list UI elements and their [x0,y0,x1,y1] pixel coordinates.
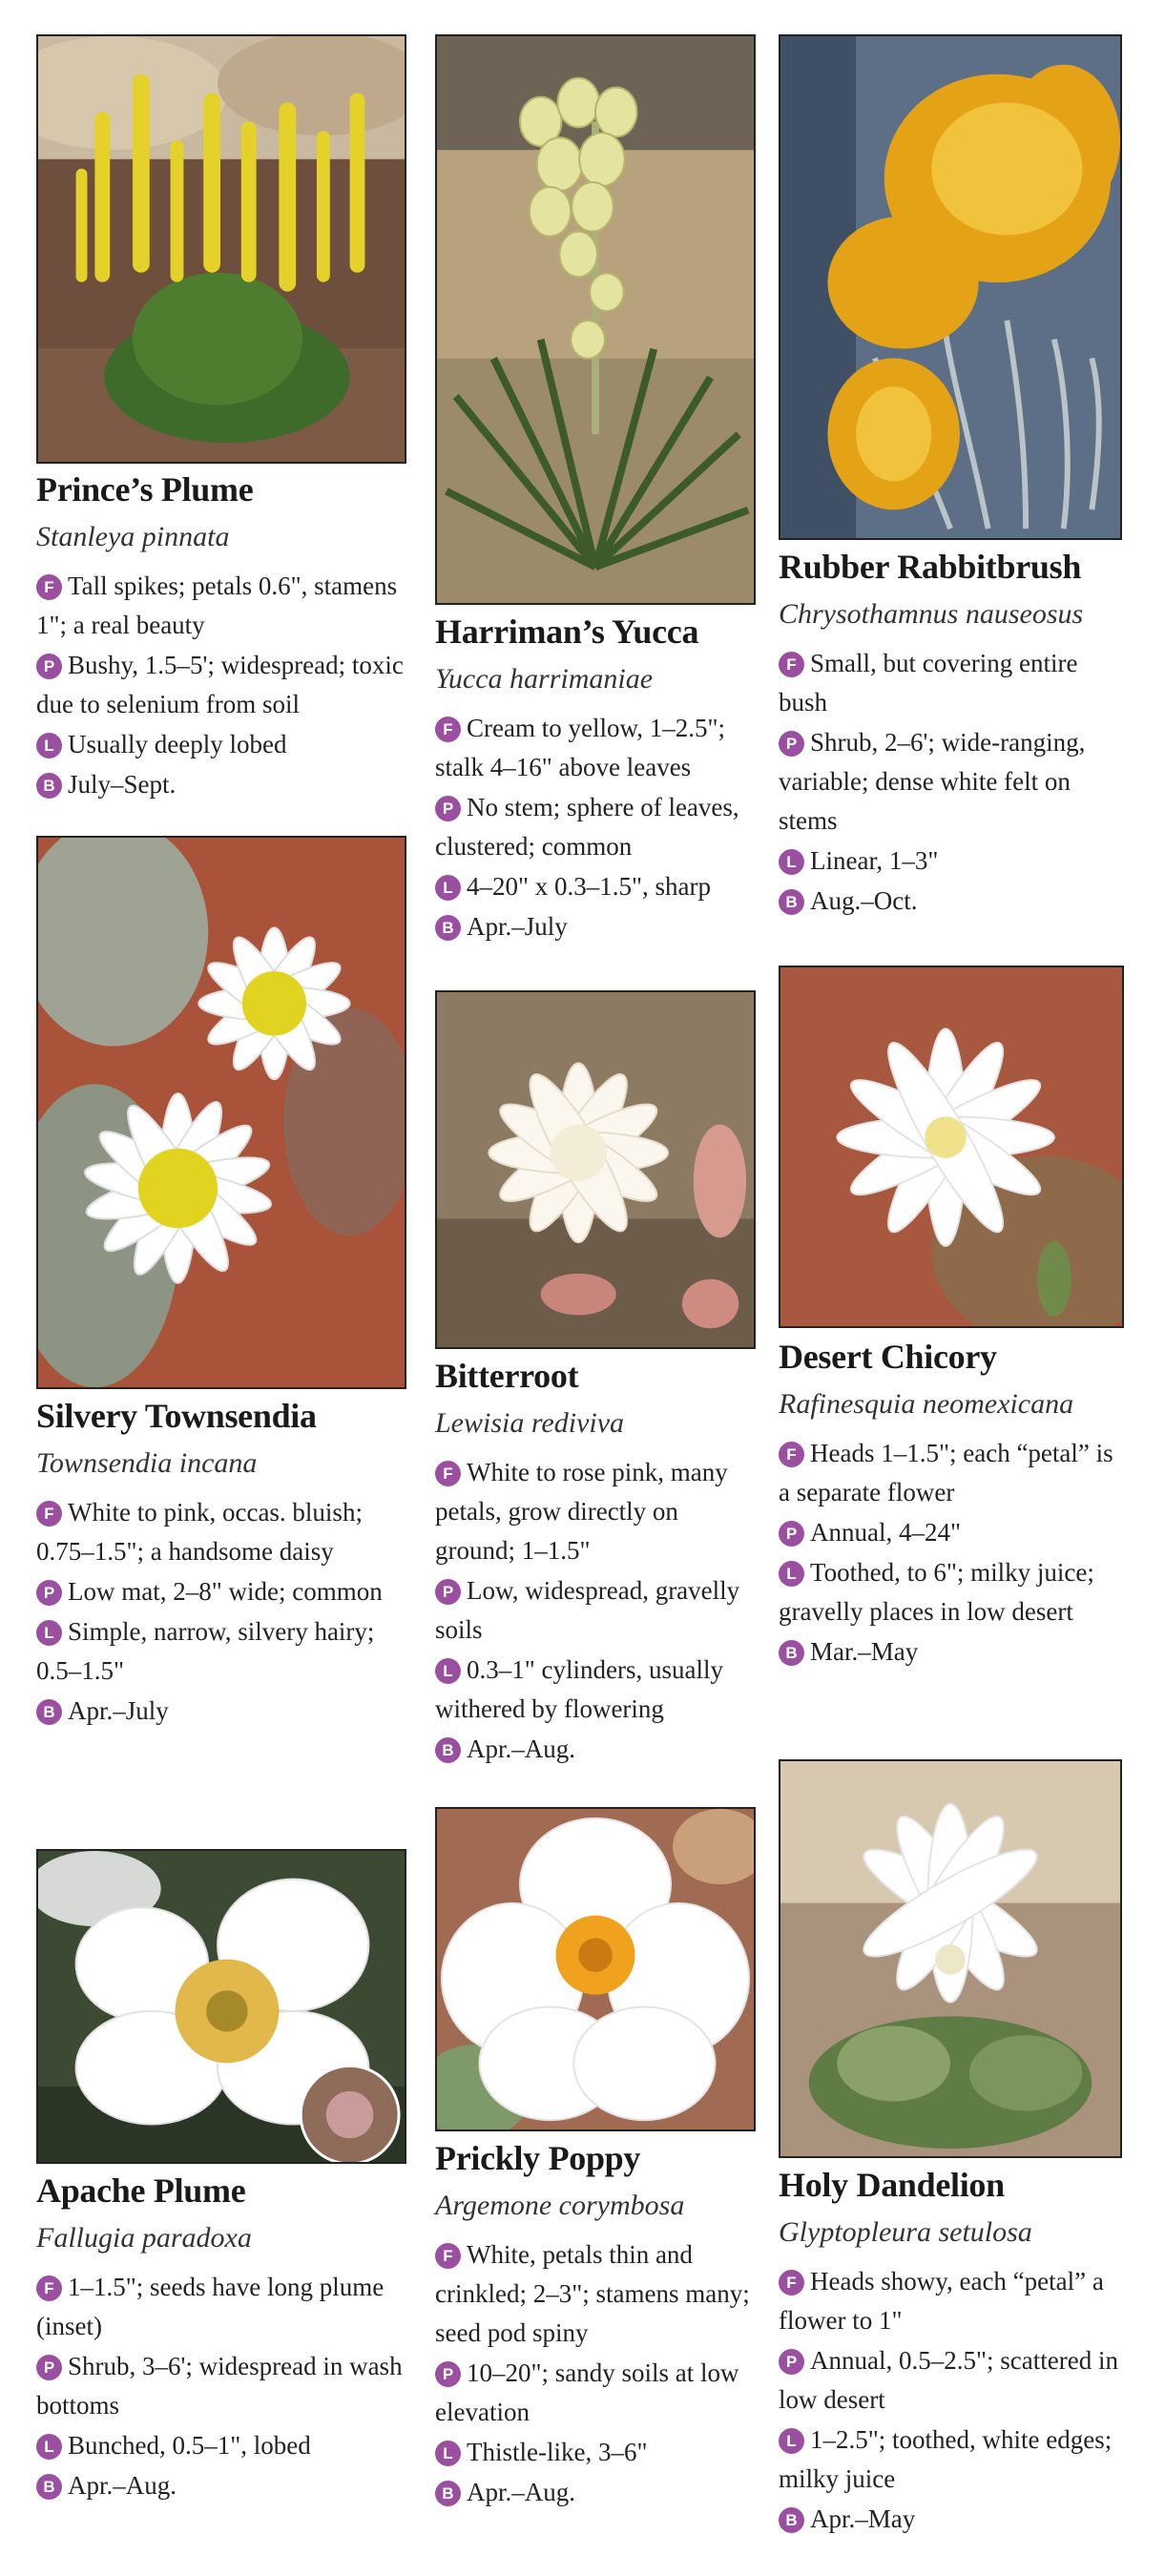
plant-badge-icon: P [435,1579,461,1605]
plant-badge-icon: P [779,731,804,757]
plant-badge-icon: P [435,2361,461,2387]
plant-name: Bitterroot [435,1357,579,1395]
leaf-badge-icon: L [779,849,804,875]
fact-leaf: L Bunched, 0.5–1", lobed [36,2426,413,2465]
fact-bloom: B Apr.–Aug. [435,2473,764,2512]
fact-bloom: B Apr.–July [36,1692,413,1731]
fact-leaf: L Linear, 1–3" [779,841,1127,881]
fact-flower: F White to pink, occas. bluish; 0.75–1.5"; a handsome daisy [36,1498,363,1566]
fact-leaf: L Thistle-like, 3–6" [435,2433,764,2472]
fact-flower: F Heads showy, each “petal” a flower to 1" [779,2267,1104,2335]
flower-badge-icon: F [435,1461,461,1486]
flower-badge-icon: F [36,574,62,600]
scientific-name: Chrysothamnus nauseosus [779,598,1084,630]
fact-flower: F Cream to yellow, 1–2.5"; stalk 4–16" above leaves [435,714,725,781]
bloom-badge-icon: B [36,773,62,799]
scientific-name: Stanleya pinnata [36,521,230,552]
fact-flower: F White, petals thin and crinkled; 2–3"; stamens many; seed pod spiny [435,2240,750,2347]
fact-list [435,2235,764,2513]
plant-name: Holy Dandelion [779,2166,1005,2204]
fact-list [435,1453,764,1770]
flower-badge-icon: F [435,717,461,742]
flower-badge-icon: F [779,1442,804,1467]
leaf-badge-icon: L [435,875,461,901]
flower-badge-icon: F [36,2275,62,2301]
fact-leaf: L Usually deeply lobed [36,725,413,764]
plant-name: Rubber Rabbitbrush [779,548,1082,586]
fact-bloom: B Apr.–Aug. [435,1730,764,1769]
photo-harrimans-yucca [435,34,756,605]
bloom-badge-icon: B [779,1640,804,1666]
bloom-badge-icon: B [435,915,461,941]
fact-plant: P Low, widespread, gravelly soils [435,1576,740,1644]
plant-name: Prince’s Plume [36,470,254,509]
scientific-name: Yucca harrimaniae [435,663,654,695]
flower-badge-icon: F [779,2270,804,2296]
fact-plant: P Shrub, 3–6'; widespread in wash bottoms [36,2352,403,2420]
fact-plant: P Low mat, 2–8" wide; common [36,1572,413,1611]
fact-flower: F 1–1.5"; seeds have long plume (inset) [36,2273,385,2340]
flower-badge-icon: F [779,652,804,677]
fact-plant: P Shrub, 2–6'; wide-ranging, variable; dense white felt on stems [779,728,1086,835]
scientific-name: Rafinesquia neomexicana [779,1388,1074,1420]
fact-plant: P 10–20"; sandy soils at low elevation [435,2358,739,2426]
fact-bloom: B Mar.–May [779,1632,1127,1672]
photo-rubber-rabbitbrush [779,34,1122,540]
bloom-badge-icon: B [36,1699,62,1725]
leaf-badge-icon: L [36,2434,62,2460]
fact-bloom: B Apr.–May [779,2500,1127,2539]
photo-princes-plume [36,34,406,464]
fact-leaf: L Simple, narrow, silvery hairy; 0.5–1.5" [36,1617,375,1685]
bloom-badge-icon: B [36,2474,62,2500]
scientific-name: Argemone corymbosa [435,2190,685,2221]
plant-badge-icon: P [435,796,461,821]
fact-list [779,644,1127,922]
photo-prickly-poppy [435,1807,756,2131]
fact-bloom: B July–Sept. [36,765,413,804]
photo-holy-dandelion [779,1759,1122,2158]
bloom-badge-icon: B [779,889,804,915]
plant-badge-icon: P [36,654,62,679]
fact-leaf: L 0.3–1" cylinders, usually withered by flowering [435,1655,723,1723]
plant-badge-icon: P [779,2349,804,2375]
fact-flower: F Tall spikes; petals 0.6", stamens 1"; a real beauty [36,571,398,639]
scientific-name: Fallugia paradoxa [36,2222,252,2254]
plant-name: Prickly Poppy [435,2139,641,2177]
fact-plant: P Annual, 4–24" [779,1513,1127,1552]
fact-plant: P Annual, 0.5–2.5"; scattered in low desert [779,2346,1118,2414]
leaf-badge-icon: L [779,2428,804,2454]
leaf-badge-icon: L [435,2441,461,2466]
bloom-badge-icon: B [779,2507,804,2533]
fact-list [36,567,413,805]
fact-list [779,1434,1127,1672]
fact-leaf: L Toothed, to 6"; milky juice; gravelly places in low desert [779,1558,1094,1626]
photo-apache-plume [36,1849,406,2164]
scientific-name: Townsendia incana [36,1447,258,1479]
scientific-name: Glyptopleura setulosa [779,2216,1032,2248]
fact-bloom: B Apr.–Aug. [36,2466,413,2505]
fact-leaf: L 4–20" x 0.3–1.5", sharp [435,867,764,906]
fact-bloom: B Apr.–July [435,907,764,946]
plant-badge-icon: P [36,2355,62,2380]
leaf-badge-icon: L [435,1658,461,1684]
flower-badge-icon: F [435,2243,461,2269]
plant-name: Desert Chicory [779,1338,997,1376]
fact-list [36,1493,413,1732]
fact-list [779,2262,1127,2540]
plant-name: Apache Plume [36,2171,246,2210]
leaf-badge-icon: L [36,733,62,758]
photo-silvery-townsendia [36,836,406,1389]
leaf-badge-icon: L [36,1620,62,1646]
photo-desert-chicory [779,966,1124,1328]
plant-badge-icon: P [779,1521,804,1547]
plant-badge-icon: P [36,1580,62,1606]
fact-list [435,709,764,947]
fact-bloom: B Aug.–Oct. [779,882,1127,921]
fact-leaf: L 1–2.5"; toothed, white edges; milky juice [779,2425,1113,2493]
fact-flower: F White to rose pink, many petals, grow directly on ground; 1–1.5" [435,1458,728,1565]
photo-bitterroot [435,990,756,1349]
fact-list [36,2268,413,2506]
fact-plant: P No stem; sphere of leaves, clustered; common [435,793,739,861]
flower-badge-icon: F [36,1501,62,1527]
fact-plant: P Bushy, 1.5–5'; widespread; toxic due to selenium from soil [36,651,404,718]
bloom-badge-icon: B [435,1737,461,1763]
plant-name: Harriman’s Yucca [435,613,699,651]
fact-flower: F Heads 1–1.5"; each “petal” is a separate flower [779,1439,1113,1506]
fact-flower: F Small, but covering entire bush [779,649,1078,717]
leaf-badge-icon: L [779,1561,804,1587]
bloom-badge-icon: B [435,2481,461,2506]
plant-name: Silvery Townsendia [36,1397,317,1435]
scientific-name: Lewisia rediviva [435,1407,625,1439]
